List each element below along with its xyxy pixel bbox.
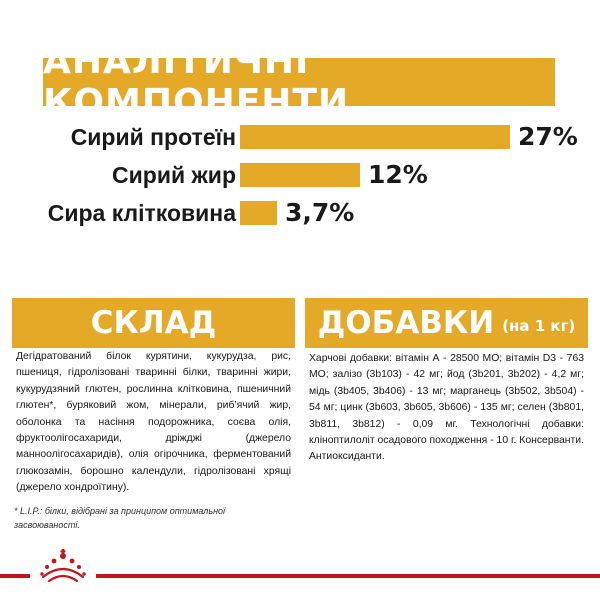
nutrient-label: Сирий протеїн (70, 124, 236, 150)
composition-panel (12, 298, 295, 494)
nutrient-bar (240, 125, 510, 149)
additives-title (305, 298, 588, 348)
additives-text: Харчові добавки: вітамін А - 28500 МО; вітамін D3 - 763 МО; залізо (3b103) - 42 мг; йод (3b201, 3b202) - 4,2 мг; мідь (3b405, 3b406) - 13 мг; марганець (3b502, 3b504) - 54 мг; цинк (3b603, 3b605, 3b606) - 135 мг; селен (3b801, 3b811, 3b812) - 0,09 мг. Технологічні добавки: клінoптилоліт осадового походження - 10 г. Консерванти. Антиоксиданти. (305, 348, 588, 488)
composition-text: Дегідратований білок курятини, кукурудза, рис, пшениця, гідролізовані тваринні білки, тваринні жири, кукурудзяний глютен, рослинна клітковина, пшеничний глютен*, буряковий жом, мінерали, риб’ячий жир, оболонка та насіння подорожника, соєва олія, фруктоолігосахариди, дріжджі (джерело манноолігосахаридів), олія огірочника, ферментований глюкозамін, борошно календули, гідролізовані хрящі (джерело хондроїтину). (12, 348, 295, 488)
composition-title (12, 298, 295, 348)
nutrient-bar (240, 201, 277, 225)
royal-canin-crown-icon (33, 547, 93, 587)
footnote: * L.I.P.: білки, відібрані за принципом оптимальної засвоюваності. (14, 506, 226, 530)
nutrient-value: 12% (368, 160, 428, 189)
nutrient-bar (240, 163, 360, 187)
nutrient-value: 3,7% (285, 198, 355, 227)
additives-panel (305, 298, 588, 488)
composition-title-text: СКЛАД (90, 305, 217, 341)
analytics-title: АНАЛІТИЧНІ КОМПОНЕНТИ (43, 58, 555, 106)
nutrient-value: 27% (518, 122, 578, 151)
nutrient-row-fat (0, 158, 600, 192)
additives-title-text: ДОБАВКИ (317, 305, 495, 341)
nutrient-label: Сирий жир (112, 162, 236, 188)
nutrient-row-protein (0, 120, 600, 154)
additives-subtitle: (на 1 кг) (502, 317, 576, 335)
nutrient-label: Сира клітковина (47, 200, 236, 226)
nutrient-row-fiber (0, 196, 600, 230)
